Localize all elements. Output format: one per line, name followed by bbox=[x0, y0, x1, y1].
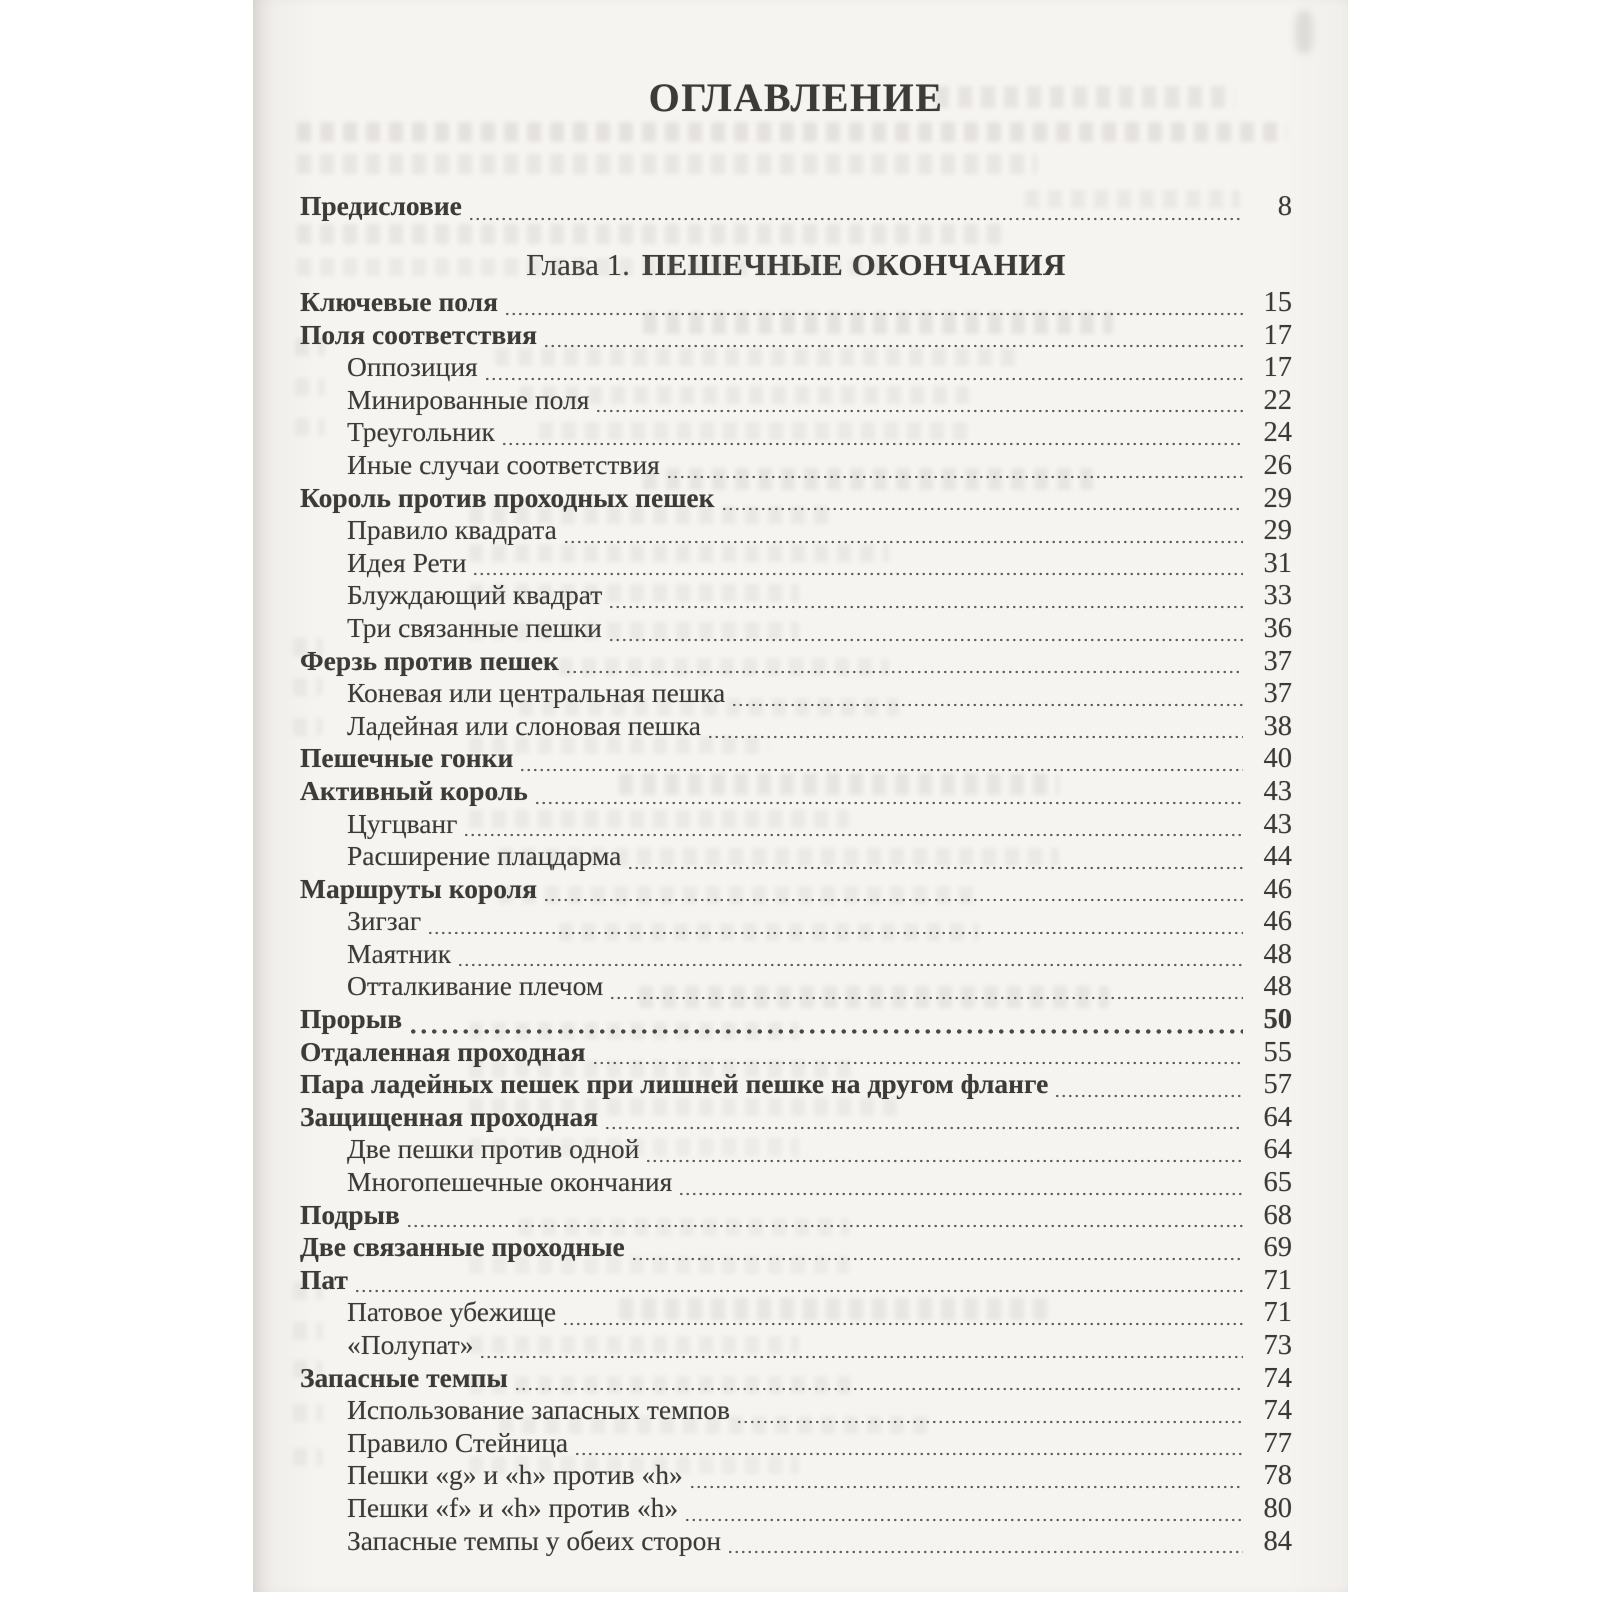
chapter-number: Глава 1. bbox=[526, 247, 630, 282]
chapter-heading bbox=[300, 248, 1292, 282]
dot-leader bbox=[736, 1415, 1243, 1425]
toc-entry-page: 33 bbox=[1263, 580, 1292, 612]
dot-leader bbox=[721, 502, 1244, 512]
toc-row bbox=[300, 581, 1292, 614]
dot-leader bbox=[463, 828, 1243, 838]
toc-entry-label: Активный король bbox=[300, 774, 528, 806]
toc-row bbox=[300, 288, 1292, 321]
toc-entry-label: Пат bbox=[300, 1263, 348, 1295]
toc-entry-label: Подрыв bbox=[300, 1198, 400, 1230]
toc-entry-page: 48 bbox=[1263, 938, 1292, 970]
toc-row bbox=[300, 383, 1292, 419]
toc-entry-page: 46 bbox=[1263, 873, 1292, 905]
toc-row bbox=[300, 1070, 1292, 1103]
toc-entry-page: 24 bbox=[1263, 417, 1292, 449]
toc-row bbox=[300, 611, 1292, 647]
toc-entry-page: 77 bbox=[1263, 1427, 1292, 1459]
toc-entry-label: «Полупат» bbox=[347, 1329, 474, 1360]
toc-entry-page: 64 bbox=[1263, 1134, 1292, 1166]
dot-leader bbox=[666, 470, 1243, 480]
toc-entry-page: 22 bbox=[1263, 384, 1292, 416]
toc-row bbox=[300, 1524, 1292, 1560]
dot-leader bbox=[406, 1219, 1243, 1229]
toc-entry-label: Блуждающий квадрат bbox=[347, 579, 603, 611]
toc-row bbox=[300, 972, 1292, 1005]
toc-entry-label: Оппозиция bbox=[347, 351, 478, 383]
dot-leader bbox=[519, 763, 1243, 773]
dot-leader bbox=[514, 1382, 1243, 1392]
toc-entry-label: Правило квадрата bbox=[347, 514, 557, 546]
dot-leader bbox=[427, 926, 1243, 936]
toc-entry-page: 29 bbox=[1263, 482, 1292, 514]
dot-leader bbox=[608, 633, 1243, 643]
dot-leader bbox=[631, 1252, 1243, 1262]
toc-entry-page: 26 bbox=[1263, 449, 1292, 481]
toc-row bbox=[300, 353, 1292, 386]
toc-row bbox=[300, 907, 1292, 940]
toc-row bbox=[300, 1233, 1292, 1266]
toc-entry-label: Пара ладейных пешек при лишней пешке на другом фланге bbox=[300, 1068, 1049, 1100]
toc-entry-page: 69 bbox=[1263, 1232, 1292, 1264]
toc-entry-label: Две связанные проходные bbox=[300, 1231, 625, 1263]
dot-leader bbox=[592, 1056, 1243, 1066]
toc-row bbox=[300, 1396, 1292, 1429]
toc-entry-label: Использование запасных темпов bbox=[347, 1394, 730, 1426]
toc-entry-label: Пешки «f» и «h» против «h» bbox=[347, 1491, 679, 1523]
toc-entry-page: 8 bbox=[1277, 191, 1292, 222]
toc-entry-page: 73 bbox=[1263, 1330, 1292, 1361]
bleed-through-text-trace bbox=[297, 224, 1002, 244]
dot-leader bbox=[457, 958, 1243, 968]
toc-entry-page: 65 bbox=[1263, 1167, 1292, 1199]
toc-entry-page: 44 bbox=[1263, 841, 1292, 873]
toc-entry-page: 80 bbox=[1263, 1492, 1292, 1524]
toc-entry-label: Патовое убежище bbox=[347, 1296, 557, 1328]
toc-row bbox=[300, 872, 1292, 908]
toc-entry-label: Ладейная или слоновая пешка bbox=[347, 709, 701, 741]
dot-leader bbox=[565, 665, 1243, 675]
toc-row bbox=[300, 1035, 1292, 1071]
toc-row-preface bbox=[300, 192, 1292, 226]
dot-leader bbox=[727, 1545, 1243, 1555]
toc-entry-page: 48 bbox=[1263, 971, 1292, 1003]
toc-row bbox=[300, 1491, 1292, 1527]
toc-entry-label: Коневая или центральная пешка bbox=[347, 677, 726, 709]
toc-entry-page: 74 bbox=[1263, 1362, 1292, 1394]
toc-entry-page: 46 bbox=[1263, 906, 1292, 938]
toc-row bbox=[300, 516, 1292, 549]
dot-leader bbox=[562, 1317, 1243, 1327]
toc-entry-label: Зигзаг bbox=[347, 905, 422, 937]
toc-entry-page: 17 bbox=[1263, 319, 1292, 351]
dot-leader bbox=[563, 535, 1243, 545]
toc-entry-label: Идея Рети bbox=[347, 546, 467, 578]
toc-row bbox=[300, 774, 1292, 810]
dot-leader bbox=[689, 1480, 1243, 1490]
dot-leader bbox=[472, 567, 1243, 577]
dot-leader bbox=[354, 1284, 1243, 1294]
dot-leader bbox=[608, 600, 1243, 610]
page-title: ОГЛАВЛЕНИЕ bbox=[648, 75, 944, 120]
toc-row bbox=[300, 644, 1292, 680]
dot-leader bbox=[707, 730, 1243, 740]
toc-row bbox=[300, 1426, 1292, 1462]
toc-entry-page: 31 bbox=[1263, 547, 1292, 579]
toc-entry-label: Отдаленная проходная bbox=[300, 1035, 586, 1067]
toc-row bbox=[300, 1005, 1292, 1038]
toc-entry-page: 74 bbox=[1263, 1395, 1292, 1427]
toc-entry-label: Ферзь против пешек bbox=[300, 644, 559, 676]
toc-entry-page: 15 bbox=[1263, 287, 1292, 318]
toc-entry-page: 57 bbox=[1263, 1069, 1292, 1101]
toc-entry-page: 38 bbox=[1263, 710, 1292, 742]
dot-leader bbox=[543, 339, 1243, 349]
toc-entry-label: Король против проходных пешек bbox=[300, 481, 715, 513]
dot-leader bbox=[678, 1187, 1243, 1197]
dot-leader bbox=[574, 1447, 1243, 1457]
toc-row bbox=[300, 1168, 1292, 1201]
toc-entry-label: Правило Стейница bbox=[347, 1426, 569, 1458]
toc-list bbox=[300, 288, 1292, 1559]
toc-entry-label: Многопешечные окончания bbox=[347, 1166, 673, 1198]
toc-entry-label: Маршруты короля bbox=[300, 872, 537, 904]
toc-entry-label: Запасные темпы у обеих сторон bbox=[347, 1524, 722, 1556]
toc-row bbox=[300, 1135, 1292, 1168]
toc-entry-page: 43 bbox=[1263, 775, 1292, 807]
toc-entry-label: Пешки «g» и «h» против «h» bbox=[347, 1459, 683, 1491]
toc-row bbox=[300, 1100, 1292, 1136]
toc-entry-label: Отталкивание плечом bbox=[347, 970, 604, 1002]
toc-entry-page: 37 bbox=[1263, 645, 1292, 677]
toc-entry-page: 36 bbox=[1263, 612, 1292, 644]
toc-row bbox=[300, 937, 1292, 973]
dot-leader bbox=[609, 991, 1243, 1001]
toc-entry-label: Ключевые поля bbox=[300, 286, 498, 317]
toc-entry-page: 78 bbox=[1263, 1460, 1292, 1492]
toc-row bbox=[300, 679, 1292, 712]
dot-leader bbox=[543, 893, 1243, 903]
toc-entry-label: Две пешки против одной bbox=[347, 1133, 640, 1165]
toc-entry-page: 71 bbox=[1263, 1297, 1292, 1329]
toc-entry-page: 71 bbox=[1263, 1264, 1292, 1296]
dot-leader bbox=[534, 796, 1243, 806]
toc-entry-label: Маятник bbox=[347, 937, 452, 969]
toc-entry-label: Треугольник bbox=[347, 416, 495, 448]
toc-row bbox=[300, 807, 1292, 843]
toc-entry-label: Запасные темпы bbox=[300, 1361, 508, 1393]
toc-row bbox=[300, 1198, 1292, 1234]
dot-leader bbox=[484, 372, 1243, 382]
toc-entry-page: 84 bbox=[1263, 1525, 1292, 1557]
toc-entry-label: Три связанные пешки bbox=[347, 611, 602, 643]
toc-entry-label: Иные случаи соответствия bbox=[347, 448, 660, 480]
toc-row bbox=[300, 1331, 1292, 1364]
toc-entry-label: Прорыв bbox=[300, 1003, 403, 1035]
toc-entry-label: Поля соответствия bbox=[300, 318, 537, 350]
toc-row bbox=[300, 1263, 1292, 1299]
chapter-title: ПЕШЕЧНЫЕ ОКОНЧАНИЯ bbox=[641, 247, 1066, 282]
dot-leader bbox=[501, 437, 1243, 447]
toc-entry-label: Защищенная проходная bbox=[300, 1100, 599, 1132]
dot-leader bbox=[468, 212, 1243, 222]
dot-leader bbox=[684, 1513, 1243, 1523]
toc-entry-label: Предисловие bbox=[300, 190, 462, 221]
toc-row bbox=[300, 481, 1292, 517]
dot-leader bbox=[627, 861, 1243, 871]
toc-entry-page: 43 bbox=[1263, 808, 1292, 840]
toc-entry-page: 40 bbox=[1263, 743, 1292, 775]
dot-leader bbox=[1054, 1089, 1243, 1099]
dot-leader bbox=[408, 1025, 1243, 1035]
dot-leader bbox=[731, 698, 1243, 708]
toc-row bbox=[300, 842, 1292, 875]
book-page bbox=[253, 0, 1348, 1592]
toc-entry-page: 55 bbox=[1263, 1036, 1292, 1068]
page-corner-smudge bbox=[1295, 10, 1313, 54]
toc-entry-label: Минированные поля bbox=[347, 383, 590, 415]
toc-row bbox=[300, 1361, 1292, 1397]
toc-row bbox=[300, 744, 1292, 777]
dot-leader bbox=[604, 1121, 1243, 1131]
toc-row bbox=[300, 546, 1292, 582]
dot-leader bbox=[479, 1350, 1243, 1360]
bleed-through-text-trace bbox=[297, 154, 1037, 174]
toc-entry-page: 37 bbox=[1263, 678, 1292, 710]
dot-leader bbox=[504, 307, 1243, 317]
toc-entry-page: 64 bbox=[1263, 1101, 1292, 1133]
toc-row bbox=[300, 318, 1292, 354]
toc-entry-page: 50 bbox=[1263, 1004, 1292, 1036]
toc-row bbox=[300, 1298, 1292, 1331]
toc-entry-label: Цугцванг bbox=[347, 807, 458, 839]
toc-entry-page: 68 bbox=[1263, 1199, 1292, 1231]
dot-leader bbox=[645, 1154, 1243, 1164]
toc-row bbox=[300, 418, 1292, 451]
toc-row bbox=[300, 709, 1292, 745]
toc-entry-label: Пешечные гонки bbox=[300, 742, 514, 774]
toc-entry-page: 29 bbox=[1263, 515, 1292, 547]
toc-entry-label: Расширение плацдарма bbox=[347, 840, 622, 872]
toc-row bbox=[300, 1461, 1292, 1494]
dot-leader bbox=[595, 404, 1243, 414]
bleed-through-text-trace bbox=[297, 122, 1287, 142]
toc-row bbox=[300, 448, 1292, 484]
toc-entry-page: 17 bbox=[1263, 352, 1292, 384]
